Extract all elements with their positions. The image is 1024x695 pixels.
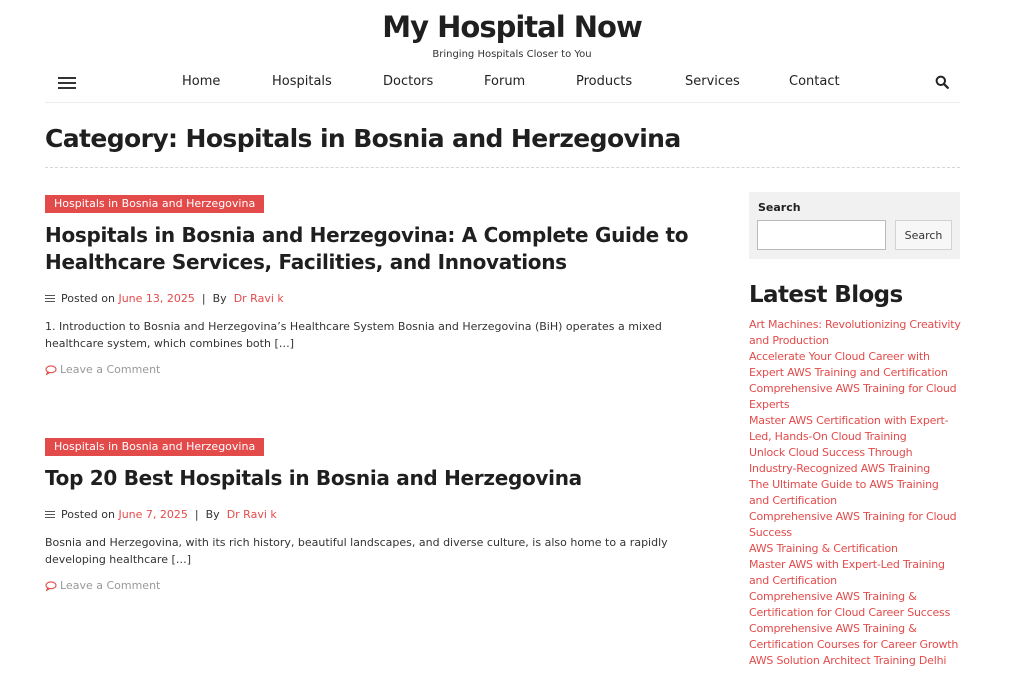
post-card xyxy=(45,435,695,592)
latest-blogs-heading: Latest Blogs xyxy=(749,282,903,308)
comment-label: Leave a Comment xyxy=(60,363,161,376)
meta-lines-icon xyxy=(45,295,55,303)
nav-item-hospitals[interactable]: Hospitals xyxy=(272,74,332,89)
post-date-link[interactable]: June 7, 2025 xyxy=(118,508,188,521)
search-button[interactable]: Search xyxy=(895,220,952,250)
search-input[interactable] xyxy=(757,220,886,250)
category-badge[interactable]: Hospitals in Bosnia and Herzegovina xyxy=(45,438,264,456)
post-meta xyxy=(45,508,695,521)
hamburger-line xyxy=(58,87,76,89)
meta-separator: | xyxy=(194,508,199,521)
meta-separator: | xyxy=(201,292,206,305)
search-widget-label: Search xyxy=(758,201,801,214)
post-title[interactable]: Top 20 Best Hospitals in Bosnia and Herzegovina xyxy=(45,466,582,490)
blog-link[interactable]: Art Machines: Revolutionizing Creativity and Production xyxy=(749,318,961,347)
category-badge[interactable]: Hospitals in Bosnia and Herzegovina xyxy=(45,195,264,213)
by-label: By xyxy=(205,508,220,521)
blog-link[interactable]: Master AWS with Expert-Led Training and Certification xyxy=(749,558,945,587)
meta-lines-icon xyxy=(45,511,55,519)
post-excerpt: Bosnia and Herzegovina, with its rich history, beautiful landscapes, and diverse culture, is also home to a rapidly developing healthcare […] xyxy=(45,536,668,566)
blog-link[interactable]: AWS Solution Architect Training Delhi xyxy=(749,654,947,667)
blog-link[interactable]: AWS Training & Certification xyxy=(749,542,898,555)
main-navigation xyxy=(45,66,960,103)
post-author-link[interactable]: Dr Ravi k xyxy=(233,292,284,305)
comment-label: Leave a Comment xyxy=(60,579,161,592)
blog-link[interactable]: Accelerate Your Cloud Career with Expert AWS Training and Certification xyxy=(749,350,948,379)
nav-item-services[interactable]: Services xyxy=(685,74,740,89)
nav-item-products[interactable]: Products xyxy=(576,74,633,89)
site-tagline: Bringing Hospitals Closer to You xyxy=(432,49,592,60)
hamburger-line xyxy=(58,82,76,84)
posted-on-label: Posted on xyxy=(61,508,115,521)
post-card xyxy=(45,192,695,376)
site-title[interactable]: My Hospital Now xyxy=(382,10,642,44)
search-icon[interactable] xyxy=(935,75,949,89)
blog-link[interactable]: Comprehensive AWS Training for Cloud Experts xyxy=(749,382,957,411)
hamburger-line xyxy=(58,77,76,79)
by-label: By xyxy=(212,292,227,305)
blog-link[interactable]: Comprehensive AWS Training & Certification for Cloud Career Success xyxy=(749,590,951,619)
nav-item-forum[interactable]: Forum xyxy=(484,74,526,89)
blog-link[interactable]: The Ultimate Guide to AWS Training and Certification xyxy=(749,478,939,507)
blog-link[interactable]: Unlock Cloud Success Through Industry-Recognized AWS Training xyxy=(749,446,931,475)
title-divider xyxy=(45,167,960,168)
blog-link[interactable]: Master AWS Certification with Expert-Led, Hands-On Cloud Training xyxy=(749,414,949,443)
search-widget xyxy=(749,192,960,259)
page-title: Category: Hospitals in Bosnia and Herzegovina xyxy=(45,124,681,153)
leave-comment-link[interactable] xyxy=(45,363,695,376)
latest-blogs-list xyxy=(749,317,961,669)
blog-link[interactable]: Comprehensive AWS Training & Certification Courses for Career Growth xyxy=(749,622,959,651)
comment-icon xyxy=(45,581,57,591)
post-author-link[interactable]: Dr Ravi k xyxy=(226,508,277,521)
comment-icon xyxy=(45,365,57,375)
post-date-link[interactable]: June 13, 2025 xyxy=(118,292,195,305)
site-header xyxy=(0,0,1024,66)
post-excerpt: 1. Introduction to Bosnia and Herzegovina’s Healthcare System Bosnia and Herzegovina (BiH) operates a mixed healthcare system, which combines both […] xyxy=(45,320,662,350)
posted-on-label: Posted on xyxy=(61,292,115,305)
blog-link[interactable]: Comprehensive AWS Training for Cloud Success xyxy=(749,510,957,539)
post-meta xyxy=(45,292,695,305)
nav-item-doctors[interactable]: Doctors xyxy=(383,74,434,89)
nav-item-contact[interactable]: Contact xyxy=(789,74,840,89)
post-title[interactable]: Hospitals in Bosnia and Herzegovina: A Complete Guide to Healthcare Services, Facilities, and Innovations xyxy=(45,223,689,274)
leave-comment-link[interactable] xyxy=(45,579,695,592)
hamburger-icon[interactable] xyxy=(58,76,76,90)
nav-item-home[interactable]: Home xyxy=(182,74,221,89)
